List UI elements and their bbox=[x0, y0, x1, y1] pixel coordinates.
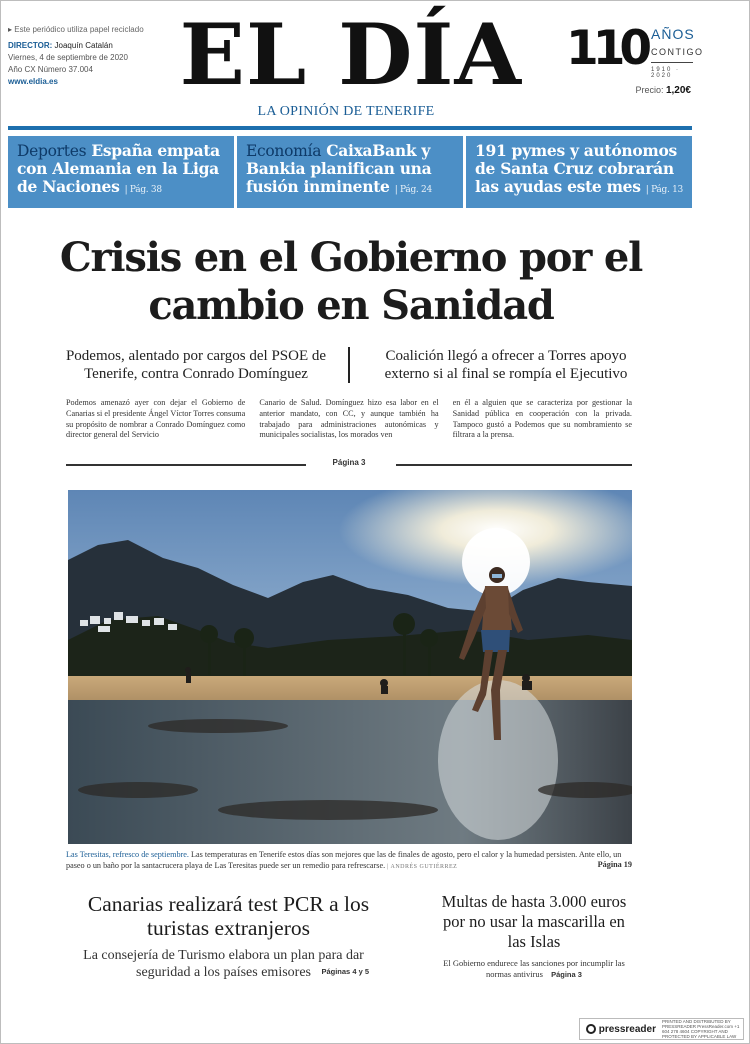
price bbox=[635, 85, 691, 96]
photo-caption bbox=[66, 850, 632, 872]
website-link[interactable]: www.eldia.es bbox=[8, 77, 58, 86]
teaser-bar bbox=[8, 136, 692, 208]
teaser-economy[interactable] bbox=[237, 136, 463, 208]
lead-subhead-right: Coalición llegó a ofrecer a Torres apoyo externo si al final se rompía el Ejecutivo bbox=[384, 348, 628, 382]
story-mask-fines[interactable] bbox=[441, 892, 627, 980]
masthead-rule bbox=[8, 126, 692, 130]
pressreader-fine-print: PRINTED AND DISTRIBUTED BY PRESSREADER PressReader.com +1 604 278 4604 COPYRIGHT AND PROTECTED BY APPLICABLE LAW bbox=[661, 1019, 740, 1039]
story-mask-page-ref[interactable]: Página 3 bbox=[551, 970, 582, 979]
caption-title: Las Teresitas, refresco de septiembre. bbox=[66, 850, 189, 859]
director-name: Joaquín Catalán bbox=[54, 41, 113, 50]
issue-number: Año CX Número 37.004 bbox=[8, 65, 93, 74]
tagline: LA OPINIÓN DE TENERIFE bbox=[257, 104, 435, 119]
lead-body-col-2: Canario de Salud. Domínguez hizo esa labor en el anterior mandato, con CC, y aunque también ha trabajado para administraciones autonómicas y municipales socialistas, los morados ven bbox=[259, 398, 439, 440]
teaser-text: CaixaBank y Bankia planifican una fusión inminente bbox=[246, 141, 432, 196]
director-label: DIRECTOR: bbox=[8, 41, 53, 50]
story-pcr-page-ref[interactable]: Páginas 4 y 5 bbox=[321, 967, 369, 976]
lead-body-col-1: Podemos amenazó ayer con dejar el Gobierno de Canarias si el presidente Ángel Víctor Torres consuma su propósito de nombrar a Conrado Domínguez como director general del Servicio bbox=[66, 398, 246, 440]
lead-page-ref-text[interactable]: Página 3 bbox=[332, 458, 366, 467]
story-pcr-tests[interactable] bbox=[66, 892, 391, 981]
caption-page-ref[interactable]: Página 19 bbox=[597, 860, 632, 869]
lead-subheads bbox=[61, 347, 641, 387]
subhead-divider bbox=[348, 347, 350, 383]
anniversary-divider bbox=[651, 62, 693, 63]
newspaper-logo[interactable]: EL DÍA bbox=[179, 5, 523, 104]
anniversary-badge bbox=[566, 21, 704, 83]
anniversary-word: AÑOS bbox=[651, 26, 695, 42]
photo-credit: | ANDRÉS GUTIÉRREZ bbox=[385, 863, 458, 870]
issue-date: Viernes, 4 de septiembre de 2020 bbox=[8, 53, 128, 62]
anniversary-number: 110 bbox=[566, 21, 647, 76]
story-mask-deck bbox=[441, 958, 627, 980]
teaser-section-label: Deportes bbox=[17, 142, 87, 160]
caption-text: Las temperaturas en Tenerife estos días son mejores que las de finales de agosto, pero el calor y la humedad persisten. Ante ello, un paseo o un baño por la santacrucera playa de Las Teresitas puede ser un remedio para refrescarse. bbox=[66, 850, 622, 870]
beach-photo-illustration bbox=[68, 490, 632, 844]
teaser-sports[interactable] bbox=[8, 136, 234, 208]
lead-headline[interactable]: Crisis en el Gobierno por el cambio en Sanidad bbox=[59, 234, 643, 329]
teaser-page: | Pág. 38 bbox=[124, 185, 162, 195]
teaser-page: | Pág. 24 bbox=[394, 185, 432, 195]
story-mask-headline[interactable]: Multas de hasta 3.000 euros por no usar la mascarilla en las Islas bbox=[441, 892, 627, 951]
story-pcr-deck: La consejería de Turismo elabora un plan para dar seguridad a los países emisores bbox=[83, 948, 364, 980]
anniversary-sub: CONTIGO bbox=[651, 47, 704, 57]
teaser-text: 191 pymes y autónomos de Santa Cruz cobrarán las ayudas este mes bbox=[475, 141, 677, 196]
story-mask-deck-text: El Gobierno endurece las sanciones por incumplir las normas antivirus bbox=[443, 958, 625, 979]
anniversary-years: 1910 · 2020 bbox=[651, 67, 681, 79]
lead-subhead-left: Podemos, alentado por cargos del PSOE de Tenerife, contra Conrado Domínguez bbox=[65, 348, 327, 382]
sun bbox=[462, 528, 530, 596]
pressreader-brand: pressreader bbox=[598, 1023, 656, 1035]
lead-body-col-3: en él a alguien que se caracteriza por gestionar la Sanidad pública en cooperación con la privada. Tampoco gustó a Podemos que su nombramiento se filtrara a la prensa. bbox=[452, 398, 632, 440]
story-pcr-headline[interactable]: Canarias realizará test PCR a los turistas extranjeros bbox=[87, 892, 370, 940]
pressreader-icon bbox=[586, 1024, 596, 1034]
page-ref-rule-right bbox=[396, 464, 632, 466]
lead-page-ref bbox=[66, 457, 632, 471]
teaser-text: España empata con Alemania en la Liga de Naciones bbox=[17, 141, 220, 196]
teaser-section-label: Economía bbox=[246, 142, 322, 160]
teaser-local[interactable] bbox=[466, 136, 692, 208]
price-label: Precio: bbox=[635, 85, 664, 95]
recycled-note: ▸ Este periódico utiliza papel reciclado bbox=[8, 25, 144, 34]
price-value: 1,20€ bbox=[665, 85, 691, 96]
pressreader-badge[interactable] bbox=[579, 1018, 744, 1040]
teaser-page: | Pág. 13 bbox=[645, 185, 683, 195]
beach-photo bbox=[68, 490, 632, 844]
lead-body bbox=[66, 398, 632, 442]
